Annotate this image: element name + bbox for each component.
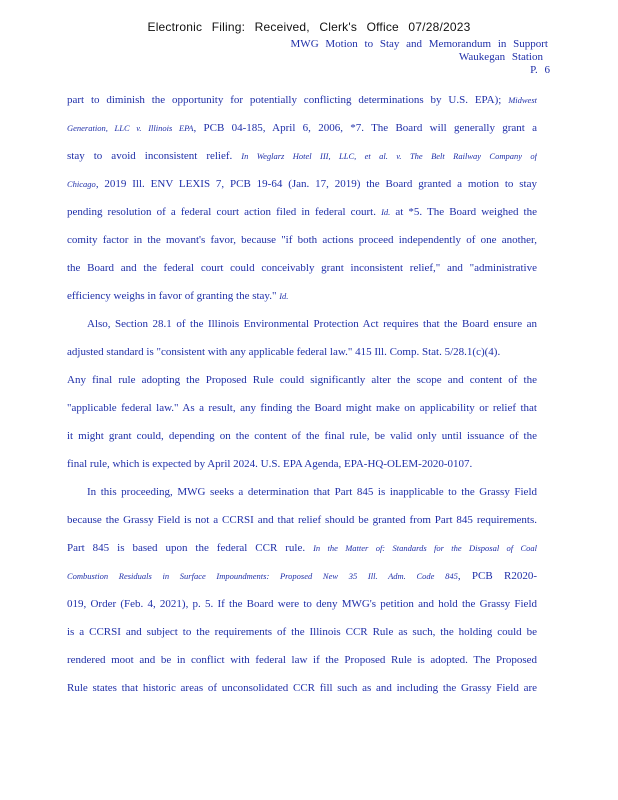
text-segment: efficiency weighs in favor of granting the stay." xyxy=(67,290,280,302)
text-line xyxy=(67,676,537,704)
text-line xyxy=(67,564,537,592)
text-segment: pending resolution of a federal court action filed in federal court. xyxy=(67,206,382,218)
text-segment: "applicable federal law." As a result, any finding the Board might make on applicability or relief that xyxy=(67,402,537,414)
text-line xyxy=(67,200,537,228)
text-segment: it might grant could, depending on the content of the final rule, be valid only until issuance of the xyxy=(67,430,537,442)
italic-citation: Chicago xyxy=(67,179,96,189)
text-segment: Also, Section 28.1 of the Illinois Environmental Protection Act requires that the Board ensure an xyxy=(87,318,537,330)
text-line xyxy=(67,256,537,284)
text-line xyxy=(67,424,537,452)
filing-stamp: Electronic Filing: Received, Clerk's Office 07/28/2023 xyxy=(147,20,471,34)
italic-citation: Id. xyxy=(279,291,289,301)
text-line xyxy=(67,340,537,368)
text-segment: at *5. The Board weighed the xyxy=(390,206,537,218)
text-segment: part to diminish the opportunity for potentially conflicting determinations by U.S. EPA); xyxy=(67,94,509,106)
italic-citation: Generation, LLC v. Illinois EPA xyxy=(67,123,194,133)
document-title: MWG Motion to Stay and Memorandum in Support xyxy=(290,38,548,50)
text-segment: is a CCRSI and subject to the requirements of the Illinois CCR Rule as such, the holding could be xyxy=(67,626,537,638)
document-subtitle: Waukegan Station xyxy=(458,51,543,63)
document-body xyxy=(67,88,537,704)
text-segment: stay to avoid inconsistent relief. xyxy=(67,150,242,162)
text-line xyxy=(67,172,537,200)
italic-citation: In the Matter of: Standards for the Disposal of Coal xyxy=(313,543,537,553)
text-segment: , PCB 04-185, April 6, 2006, *7. The Board will generally grant a xyxy=(193,122,537,134)
text-line xyxy=(67,312,537,340)
text-line xyxy=(67,452,537,480)
italic-citation: Midwest xyxy=(508,95,537,105)
text-segment: Rule states that historic areas of unconsolidated CCR fill such as and including the Grassy Field are xyxy=(67,682,537,694)
text-line xyxy=(67,368,537,396)
text-line xyxy=(67,284,537,312)
text-segment: the Board and the federal court could conceivably grant inconsistent relief," and "administrative xyxy=(67,262,537,274)
text-segment: 019, Order (Feb. 4, 2021), p. 5. If the Board were to deny MWG's petition and hold the Grassy Field xyxy=(67,598,537,610)
text-segment: final rule, which is expected by April 2024. U.S. EPA Agenda, EPA-HQ-OLEM-2020-0107. xyxy=(67,458,473,470)
italic-citation: In Weglarz Hotel III, LLC, et al. v. The Belt Railway Company of xyxy=(241,151,537,161)
text-segment: Any final rule adopting the Proposed Rule could significantly alter the scope and content of the xyxy=(67,374,537,386)
text-segment: Part 845 is based upon the federal CCR rule. xyxy=(67,542,314,554)
text-line xyxy=(67,88,537,116)
text-segment: rendered moot and be in conflict with federal law if the Proposed Rule is adopted. The Proposed xyxy=(67,654,537,666)
text-segment: , PCB R2020- xyxy=(457,570,537,582)
text-segment: , 2019 Ill. ENV LEXIS 7, PCB 19-64 (Jan. 17, 2019) the Board granted a motion to stay xyxy=(95,178,537,190)
text-line xyxy=(67,480,537,508)
text-line xyxy=(67,536,537,564)
text-segment: comity factor in the movant's favor, because "if both actions proceed independently of one another, xyxy=(67,234,537,246)
text-line xyxy=(67,144,537,172)
text-line xyxy=(67,116,537,144)
italic-citation: Combustion Residuals in Surface Impoundments: Proposed New 35 Ill. Adm. Code 845 xyxy=(67,571,458,581)
text-segment: because the Grassy Field is not a CCRSI and that relief should be granted from Part 845 requirements. xyxy=(67,514,537,526)
text-line xyxy=(67,508,537,536)
text-line xyxy=(67,620,537,648)
page-number: P. 6 xyxy=(530,64,550,76)
text-segment: In this proceeding, MWG seeks a determination that Part 845 is inapplicable to the Grassy Field xyxy=(87,486,537,498)
text-segment: adjusted standard is "consistent with any applicable federal law." 415 Ill. Comp. Stat. 5/28.1(c)(4). xyxy=(67,346,501,358)
text-line xyxy=(67,396,537,424)
text-line xyxy=(67,592,537,620)
text-line xyxy=(67,228,537,256)
text-line xyxy=(67,648,537,676)
italic-citation: Id. xyxy=(381,207,391,217)
